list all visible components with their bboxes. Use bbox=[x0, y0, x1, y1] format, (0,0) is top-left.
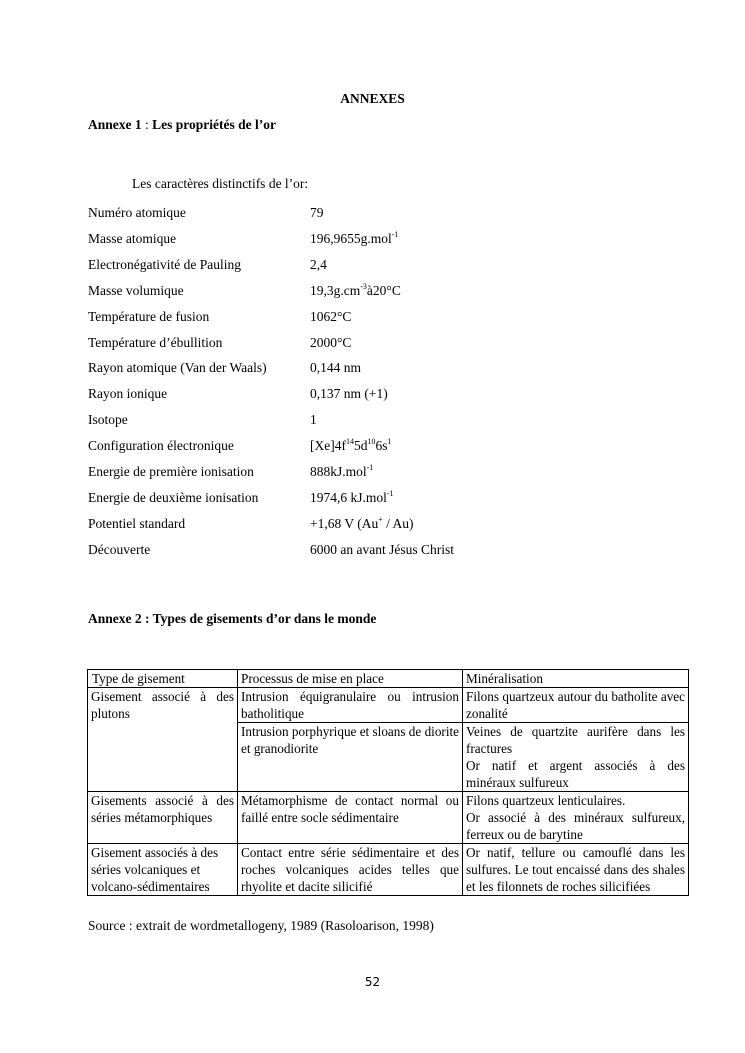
property-row bbox=[88, 230, 398, 247]
property-row bbox=[88, 489, 394, 506]
property-value: 2000°C bbox=[310, 334, 352, 350]
table-row bbox=[88, 688, 689, 723]
table-header-row bbox=[88, 670, 689, 688]
table-row bbox=[88, 844, 689, 896]
property-row bbox=[88, 256, 327, 273]
header-mineral: Minéralisation bbox=[463, 670, 689, 688]
cell-process: Contact entre série sédimentaire et des roches volcaniques acides telles que rhyolite et dacite silicifié bbox=[238, 844, 463, 896]
cell-mineral: Veines de quartzite aurifère dans les fractures Or natif et argent associés à des minéraux sulfureux bbox=[463, 723, 689, 792]
table-source: Source : extrait de wordmetallogeny, 1989 (Rasoloarison, 1998) bbox=[88, 918, 434, 933]
annexe1-intro: Les caractères distinctifs de l’or: bbox=[132, 176, 309, 191]
property-row bbox=[88, 204, 324, 221]
annexe1-title bbox=[88, 116, 276, 133]
cell-mineral: Filons quartzeux autour du batholite avec zonalité bbox=[463, 688, 689, 723]
cell-process: Intrusion équigranulaire ou intrusion batholitique bbox=[238, 688, 463, 723]
property-row bbox=[88, 385, 388, 402]
property-value: 6000 an avant Jésus Christ bbox=[310, 541, 454, 557]
property-row bbox=[88, 308, 351, 325]
property-row bbox=[88, 334, 351, 351]
annexe1-separator: : bbox=[141, 117, 153, 132]
deposits-table bbox=[87, 669, 689, 896]
cell-type: Gisement associé à des plutons bbox=[88, 688, 238, 792]
property-label: Température d’ébullition bbox=[88, 334, 223, 350]
property-label: Température de fusion bbox=[88, 308, 210, 324]
annexe2-title: Annexe 2 : Types de gisements d’or dans le monde bbox=[88, 611, 377, 626]
property-value: 888kJ.mol$^{-1}$ bbox=[310, 463, 374, 479]
property-row bbox=[88, 359, 361, 376]
property-value: 1 bbox=[310, 412, 317, 428]
table-row bbox=[88, 792, 689, 844]
property-label: Rayon ionique bbox=[88, 386, 168, 402]
property-label: Configuration électronique bbox=[88, 438, 234, 454]
cell-mineral: Filons quartzeux lenticulaires. Or associé à des minéraux sulfureux, ferreux ou de barytine bbox=[463, 792, 689, 844]
property-value: 0,137 nm (+1) bbox=[310, 386, 388, 402]
annexe1-title-text: Les propriétés de l’or bbox=[152, 117, 276, 132]
property-label: Isotope bbox=[88, 412, 128, 428]
property-value: 1974,6 kJ.mol$^{-1}$ bbox=[310, 488, 394, 505]
property-value: 2,4 bbox=[310, 256, 327, 272]
property-label: Energie de première ionisation bbox=[88, 464, 254, 479]
header-process: Processus de mise en place bbox=[238, 670, 463, 688]
property-row bbox=[88, 515, 414, 532]
property-value: 196,9655g.mol$^{-1}$ bbox=[310, 229, 399, 246]
cell-type: Gisement associés à des séries volcaniques et volcano-sédimentaires bbox=[88, 844, 238, 896]
property-label: Rayon atomique (Van der Waals) bbox=[88, 360, 267, 376]
property-row bbox=[88, 437, 392, 454]
property-value: 0,144 nm bbox=[310, 360, 362, 376]
property-value: +1,68 V (Au+ / Au) bbox=[310, 514, 414, 531]
cell-mineral: Or natif, tellure ou camouflé dans les sulfures. Le tout encaissé dans des shales et les filonnets de roches silicifiées bbox=[463, 844, 689, 896]
cell-process: Métamorphisme de contact normal ou faillé entre socle sédimentaire bbox=[238, 792, 463, 844]
property-label: Electronégativité de Pauling bbox=[88, 256, 241, 272]
property-value: $19,3g.cm^{-3}à20^\circ C$ bbox=[310, 281, 401, 298]
property-label: Energie de deuxième ionisation bbox=[88, 489, 259, 505]
property-label: Numéro atomique bbox=[88, 205, 186, 220]
property-value: 79 bbox=[310, 205, 324, 220]
cell-type: Gisements associé à des séries métamorphiques bbox=[88, 792, 238, 844]
property-value: $[Xe]4f^{14}5d^{10}6s^1$ bbox=[310, 437, 392, 454]
annexe1-label: Annexe 1 bbox=[88, 117, 142, 132]
cell-process: Intrusion porphyrique et sloans de diorite et granodiorite bbox=[238, 723, 463, 792]
property-row bbox=[88, 282, 401, 299]
header-type: Type de gisement bbox=[88, 670, 238, 688]
property-row bbox=[88, 463, 373, 480]
property-label: Potentiel standard bbox=[88, 515, 186, 531]
property-row bbox=[88, 541, 454, 558]
property-row bbox=[88, 411, 317, 428]
page-number: 52 bbox=[364, 975, 381, 989]
property-label: Masse atomique bbox=[88, 230, 177, 246]
property-value: 1062°C bbox=[310, 308, 352, 324]
page-heading: ANNEXES bbox=[340, 91, 405, 106]
property-label: Masse volumique bbox=[88, 282, 184, 298]
property-label: Découverte bbox=[88, 541, 151, 557]
